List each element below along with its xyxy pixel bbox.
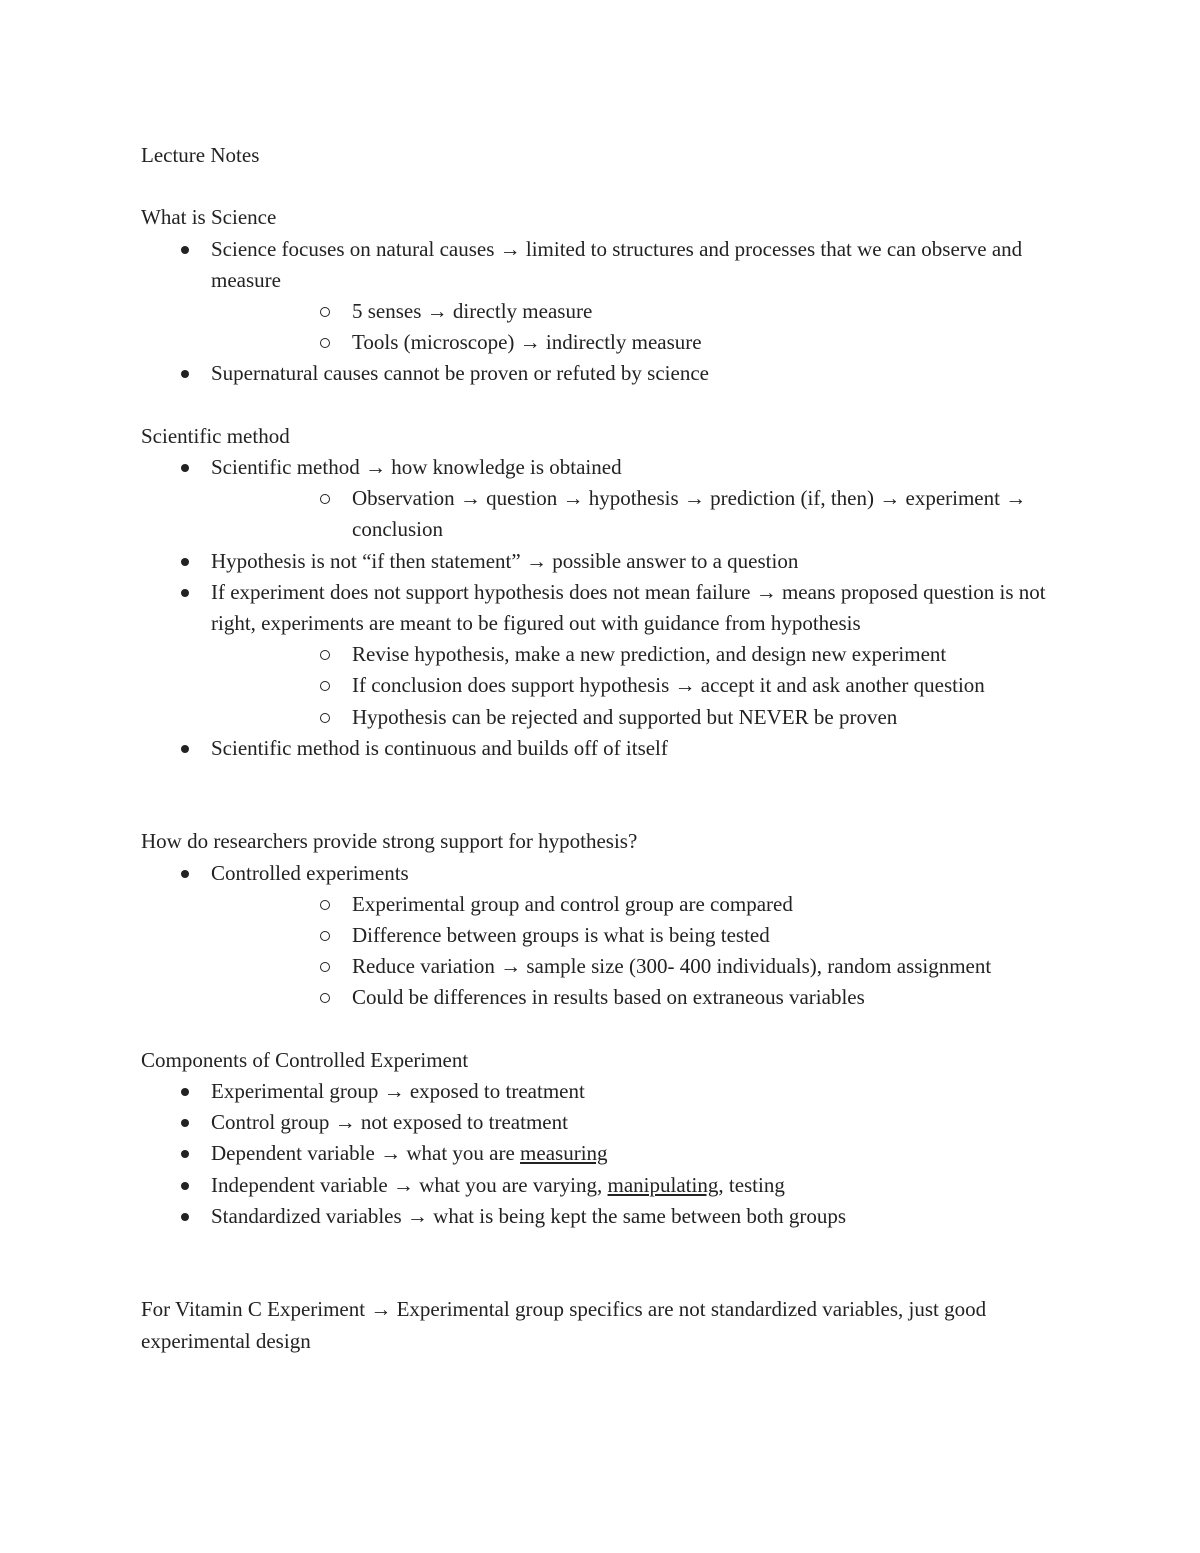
sub-bullet-list: [211, 296, 1061, 358]
bullet-list: [141, 452, 1061, 764]
bullet-item: Experimental group → exposed to treatment: [141, 1076, 1061, 1107]
section-heading-strong-support: How do researchers provide strong support for hypothesis?: [141, 829, 638, 854]
bullet-item: Scientific method is continuous and builds off of itself: [141, 733, 1061, 764]
document-title: Lecture Notes: [141, 143, 260, 167]
section-heading-components: Components of Controlled Experiment: [141, 1047, 469, 1072]
spacer: [141, 764, 1061, 826]
spacer: [141, 1014, 1061, 1045]
sub-bullet-item: Difference between groups is what is being tested: [211, 920, 1061, 951]
closing-paragraph: For Vitamin C Experiment → Experimental group specifics are not standardized variables, just good experimental design: [141, 1297, 987, 1353]
bullet-list: [141, 234, 1061, 390]
sub-bullet-list: [211, 889, 1061, 1014]
bullet-list: [141, 858, 1061, 1014]
bullet-item: Standardized variables → what is being kept the same between both groups: [141, 1201, 1061, 1232]
bullet-item: Hypothesis is not “if then statement” → possible answer to a question: [141, 546, 1061, 577]
bullet-item: Controlled experiments Experimental group and control group are compared Difference between groups is what is being tested Reduce variation → sample size (300- 400 individuals), random assignment Could be differences in results based on extraneous variables: [141, 858, 1061, 1014]
bullet-item: Independent variable → what you are varying, manipulating, testing: [141, 1170, 1061, 1201]
document-body: [141, 140, 1061, 1357]
sub-bullet-item: Tools (microscope) → indirectly measure: [211, 327, 1061, 358]
sub-bullet-list: [211, 483, 1061, 545]
spacer: [141, 1232, 1061, 1294]
sub-bullet-item: Observation → question → hypothesis → prediction (if, then) → experiment → conclusion: [211, 483, 1061, 545]
bullet-item: Supernatural causes cannot be proven or refuted by science: [141, 358, 1061, 389]
bullet-item: Science focuses on natural causes → limited to structures and processes that we can observe and measure 5 senses → directly measure Tools (microscope) → indirectly measure: [141, 234, 1061, 359]
sub-bullet-item: Experimental group and control group are compared: [211, 889, 1061, 920]
bullet-item: Dependent variable → what you are measuring: [141, 1138, 1061, 1169]
sub-bullet-item: Reduce variation → sample size (300- 400 individuals), random assignment: [211, 951, 1061, 982]
bullet-item: If experiment does not support hypothesis does not mean failure → means proposed question is not right, experiments are meant to be figured out with guidance from hypothesis Revise hypothesis, make a new prediction, and design new experiment If conclusion does support hypothesis → accept it and ask another question Hypothesis can be rejected and supported but NEVER be proven: [141, 577, 1061, 733]
spacer: [141, 390, 1061, 421]
spacer: [141, 171, 1061, 202]
section-heading-what-is-science: What is Science: [141, 205, 277, 230]
sub-bullet-list: [211, 639, 1061, 733]
sub-bullet-item: Hypothesis can be rejected and supported but NEVER be proven: [211, 702, 1061, 733]
underlined-term: manipulating: [607, 1172, 719, 1197]
sub-bullet-item: 5 senses → directly measure: [211, 296, 1061, 327]
section-heading-scientific-method: Scientific method: [141, 423, 290, 448]
sub-bullet-item: If conclusion does support hypothesis → accept it and ask another question: [211, 670, 1061, 701]
bullet-item: Control group → not exposed to treatment: [141, 1107, 1061, 1138]
sub-bullet-item: Revise hypothesis, make a new prediction, and design new experiment: [211, 639, 1061, 670]
sub-bullet-item: Could be differences in results based on extraneous variables: [211, 982, 1061, 1013]
bullet-list: [141, 1076, 1061, 1232]
underlined-term: measuring: [520, 1141, 608, 1166]
bullet-item: Scientific method → how knowledge is obtained Observation → question → hypothesis → prediction (if, then) → experiment → conclusion: [141, 452, 1061, 546]
